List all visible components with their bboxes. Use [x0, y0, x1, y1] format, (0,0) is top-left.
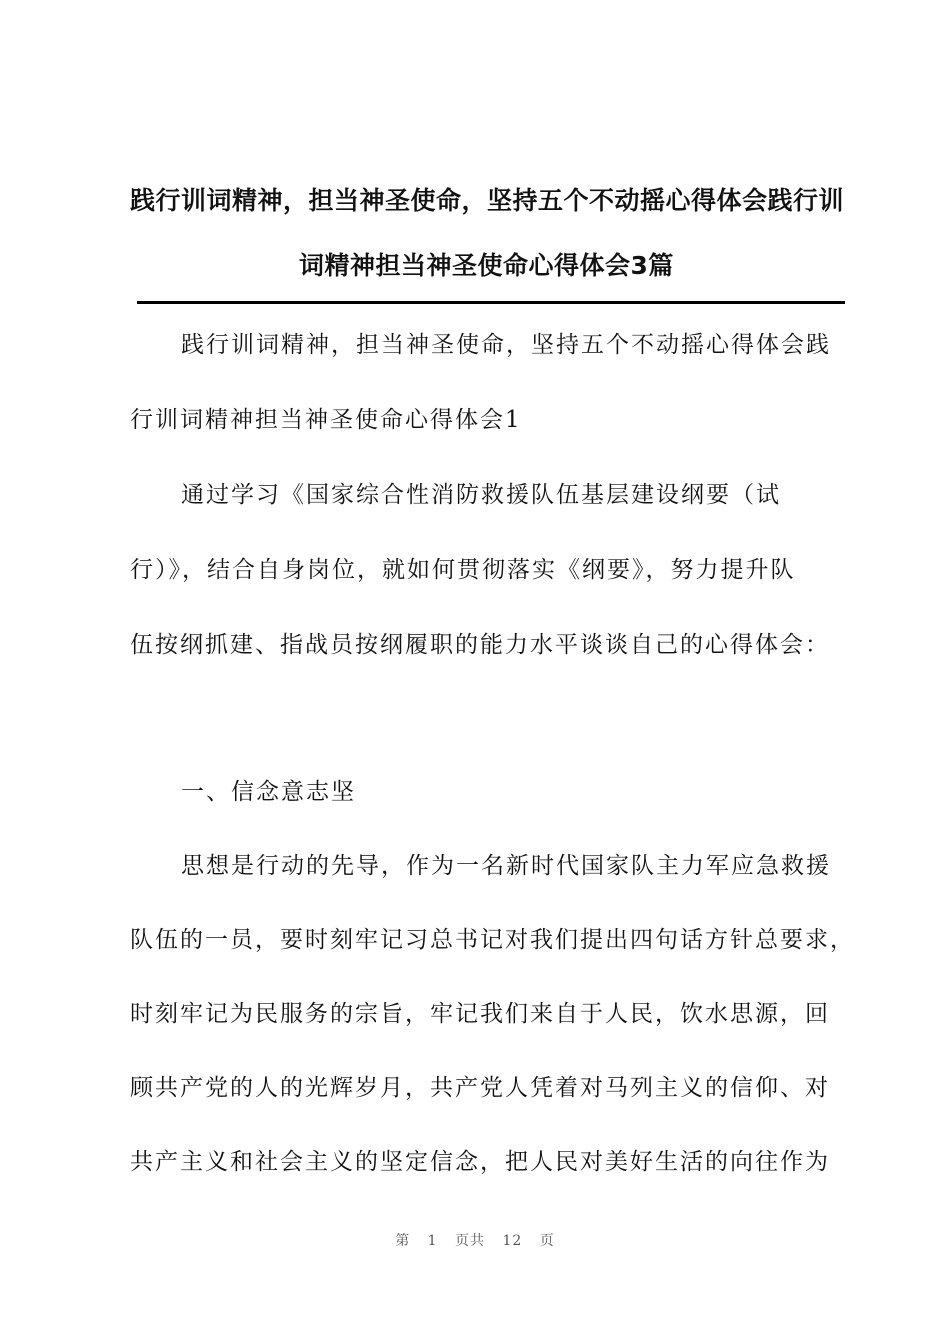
paragraph-line: 行训词精神担当神圣使命心得体会1 [130, 407, 522, 433]
paragraph-line: 践行训词精神，担当神圣使命，坚持五个不动摇心得体会践 [181, 332, 831, 358]
paragraph-line: 伍按纲抓建、指战员按纲履职的能力水平谈谈自己的心得体会： [130, 632, 830, 658]
footer-prefix: 第 [395, 1233, 411, 1249]
paragraph-line: 行）》，结合自身岗位，就如何贯彻落实《纲要》，努力提升队 [130, 557, 796, 583]
footer-total-pages: 12 [502, 1233, 523, 1249]
document-title-line-1: 践行训词精神，担当神圣使命，坚持五个不动摇心得体会践行训 [130, 186, 845, 215]
page-footer [0, 1230, 950, 1250]
paragraph-line: 通过学习《国家综合性消防救援队伍基层建设纲要（试 [181, 482, 781, 508]
footer-middle: 页共 [455, 1233, 486, 1249]
section-heading: 一、信念意志坚 [181, 779, 356, 805]
paragraph-line: 共产主义和社会主义的坚定信念，把人民对美好生活的向往作为 [130, 1149, 830, 1175]
paragraph-line: 顾共产党的人的光辉岁月，共产党人凭着对马列主义的信仰、对 [130, 1075, 830, 1101]
paragraph-line: 思想是行动的先导，作为一名新时代国家队主力军应急救援 [181, 853, 831, 879]
title-divider [137, 301, 845, 304]
paragraph-line: 队伍的一员，要时刻牢记习总书记对我们提出四句话方针总要求， [130, 927, 855, 953]
document-title-line-2: 词精神担当神圣使命心得体会3篇 [299, 251, 674, 280]
footer-current-page: 1 [427, 1233, 438, 1249]
paragraph-line: 时刻牢记为民服务的宗旨，牢记我们来自于人民，饮水思源，回 [130, 1001, 830, 1027]
footer-suffix: 页 [539, 1233, 555, 1249]
